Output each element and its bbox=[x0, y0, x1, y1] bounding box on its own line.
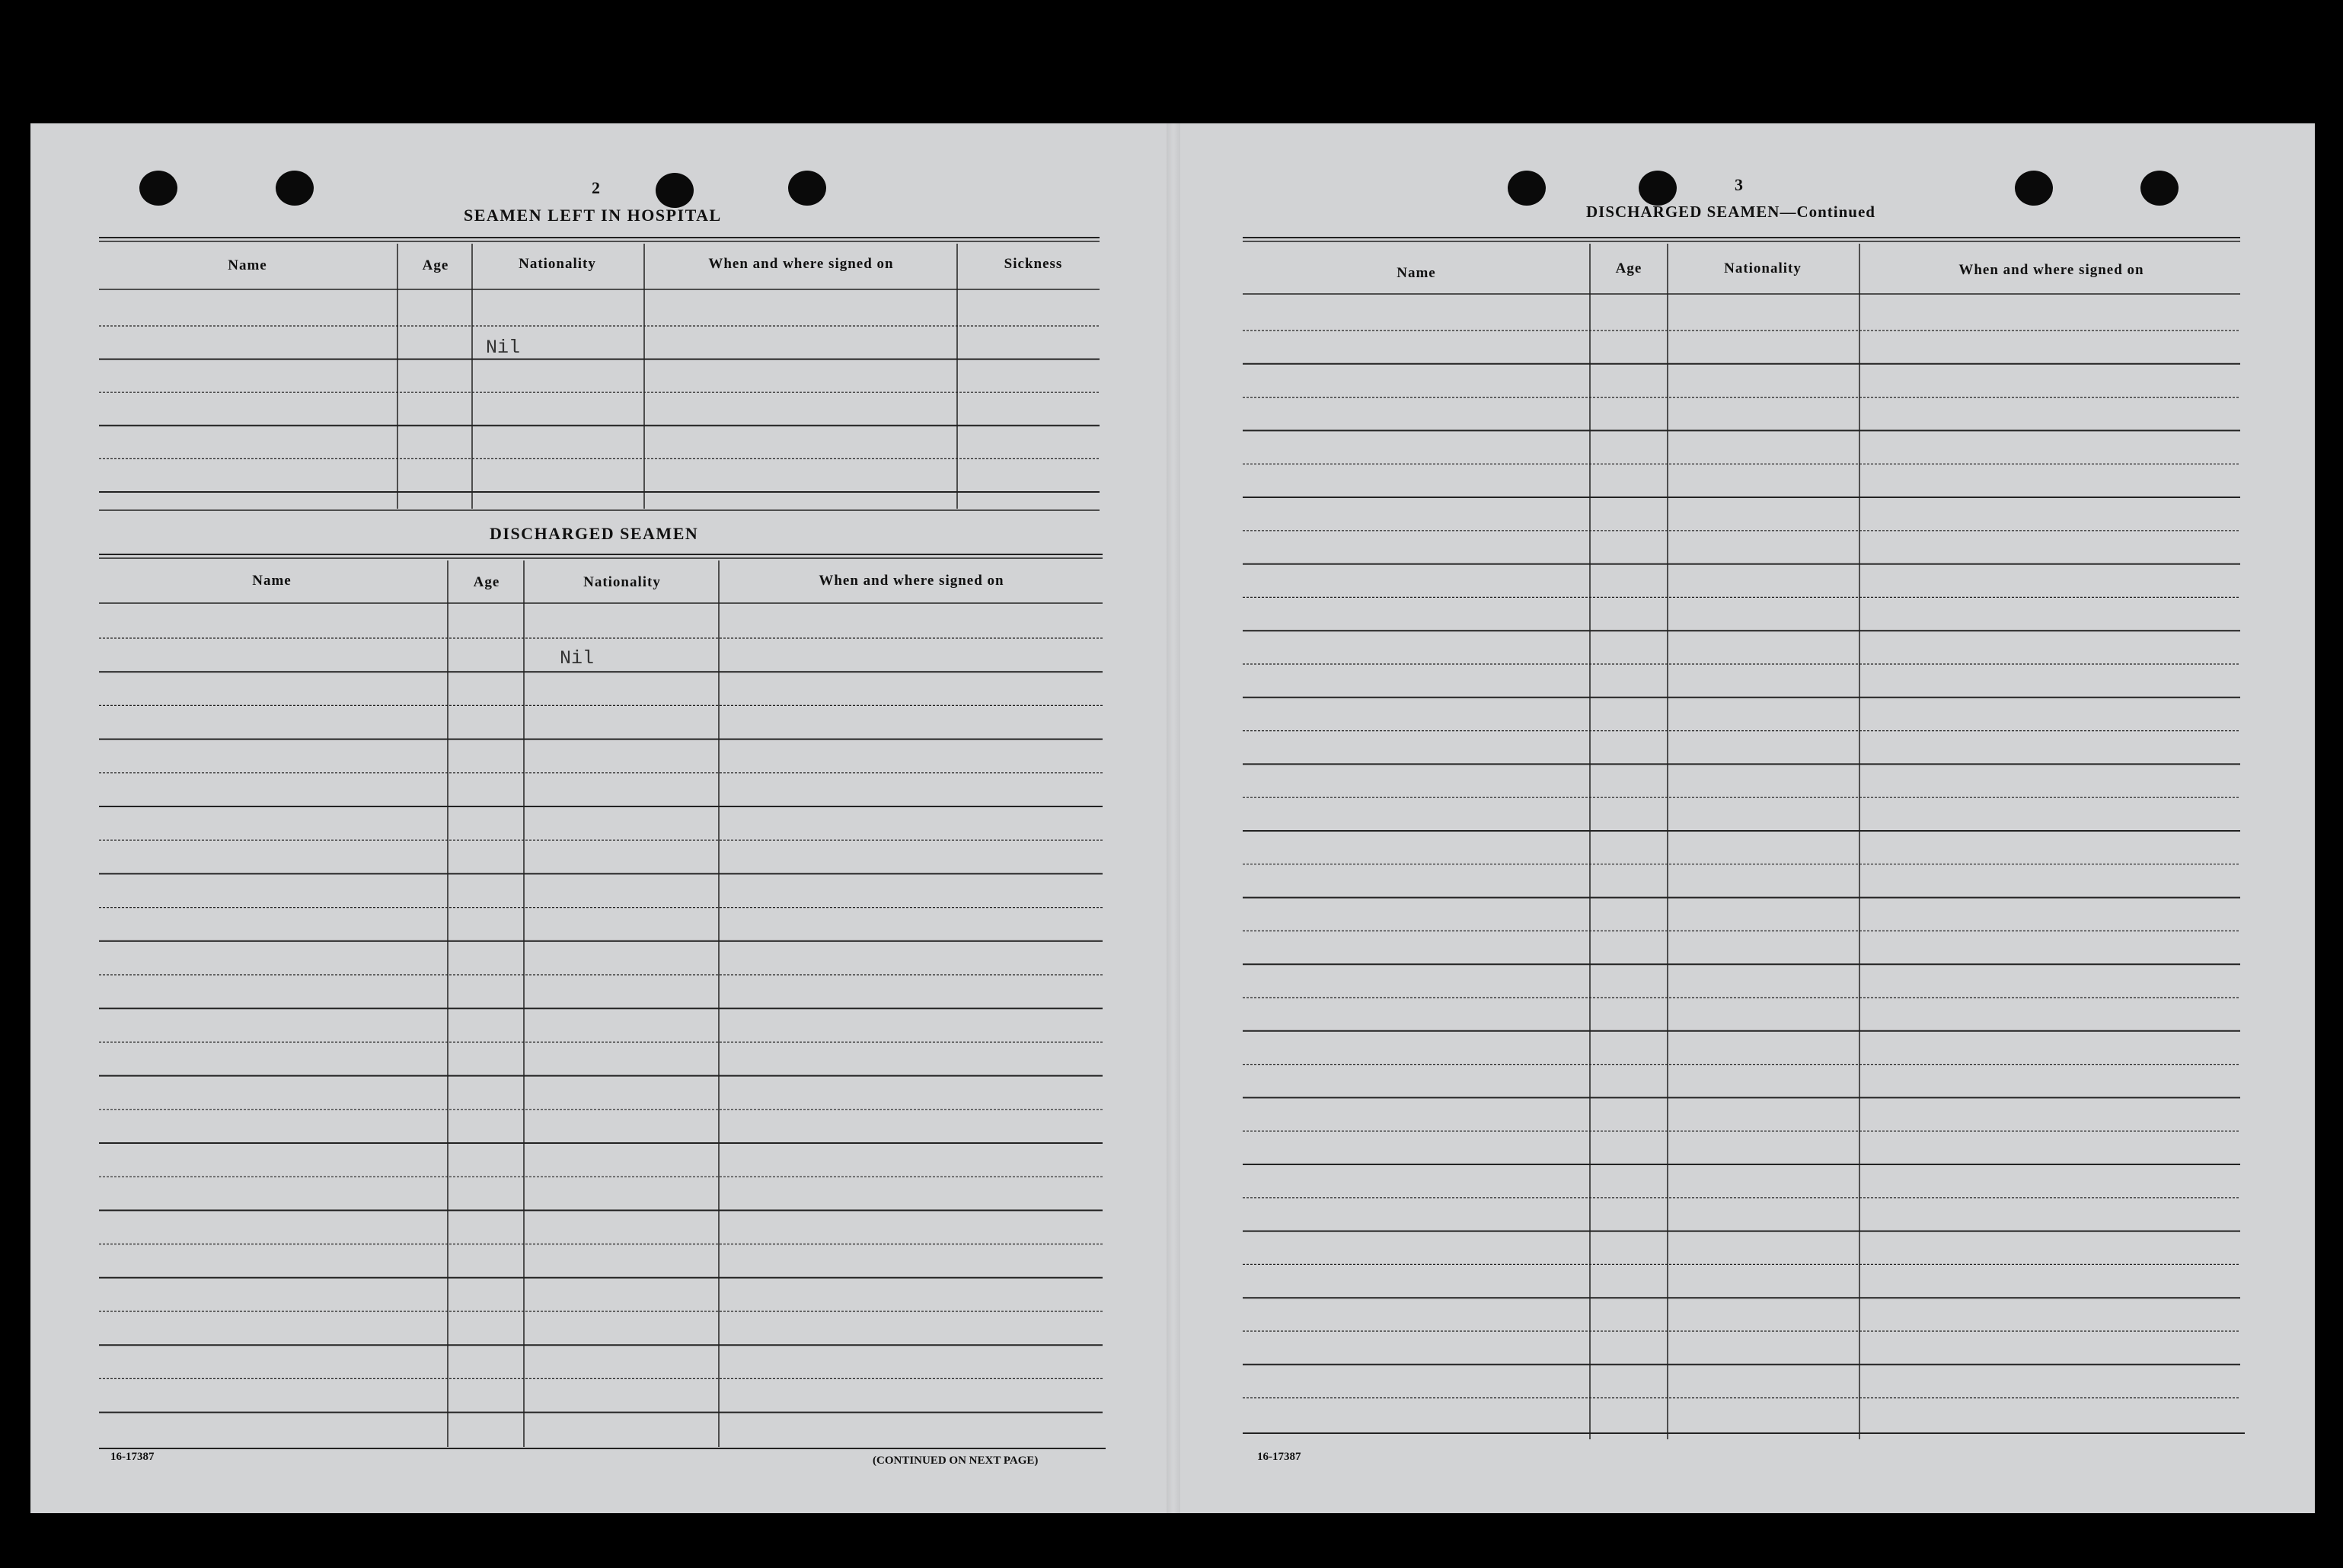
discharged-section-title: DISCHARGED SEAMEN bbox=[490, 524, 699, 543]
right-col-name: Name bbox=[1397, 265, 1436, 281]
hospital-col-signed-on: When and where signed on bbox=[708, 256, 894, 272]
hospital-col-sickness: Sickness bbox=[1004, 256, 1063, 272]
hospital-col-age: Age bbox=[422, 257, 449, 273]
discharged-col-name: Name bbox=[252, 573, 292, 589]
hospital-entry-nil: Nil bbox=[486, 337, 521, 359]
discharged-entry-nil: Nil bbox=[560, 647, 595, 669]
left-form-number: 16-17387 bbox=[110, 1451, 155, 1463]
hospital-section-title: SEAMEN LEFT IN HOSPITAL bbox=[464, 206, 722, 225]
right-form-number: 16-17387 bbox=[1257, 1451, 1301, 1463]
discharged-col-nationality: Nationality bbox=[583, 574, 661, 590]
discharged-col-signed-on: When and where signed on bbox=[819, 573, 1004, 589]
right-col-nationality: Nationality bbox=[1724, 260, 1802, 276]
hospital-col-name: Name bbox=[228, 257, 267, 273]
page-number: 3 bbox=[1735, 175, 1743, 194]
right-col-signed-on: When and where signed on bbox=[1958, 262, 2144, 278]
page-number: 2 bbox=[592, 178, 600, 197]
discharged-continued-title: DISCHARGED SEAMEN—Continued bbox=[1586, 203, 1875, 221]
right-col-age: Age bbox=[1615, 260, 1642, 276]
hospital-col-nationality: Nationality bbox=[519, 256, 596, 272]
discharged-col-age: Age bbox=[473, 574, 500, 590]
continued-note: (CONTINUED ON NEXT PAGE) bbox=[873, 1455, 1039, 1467]
